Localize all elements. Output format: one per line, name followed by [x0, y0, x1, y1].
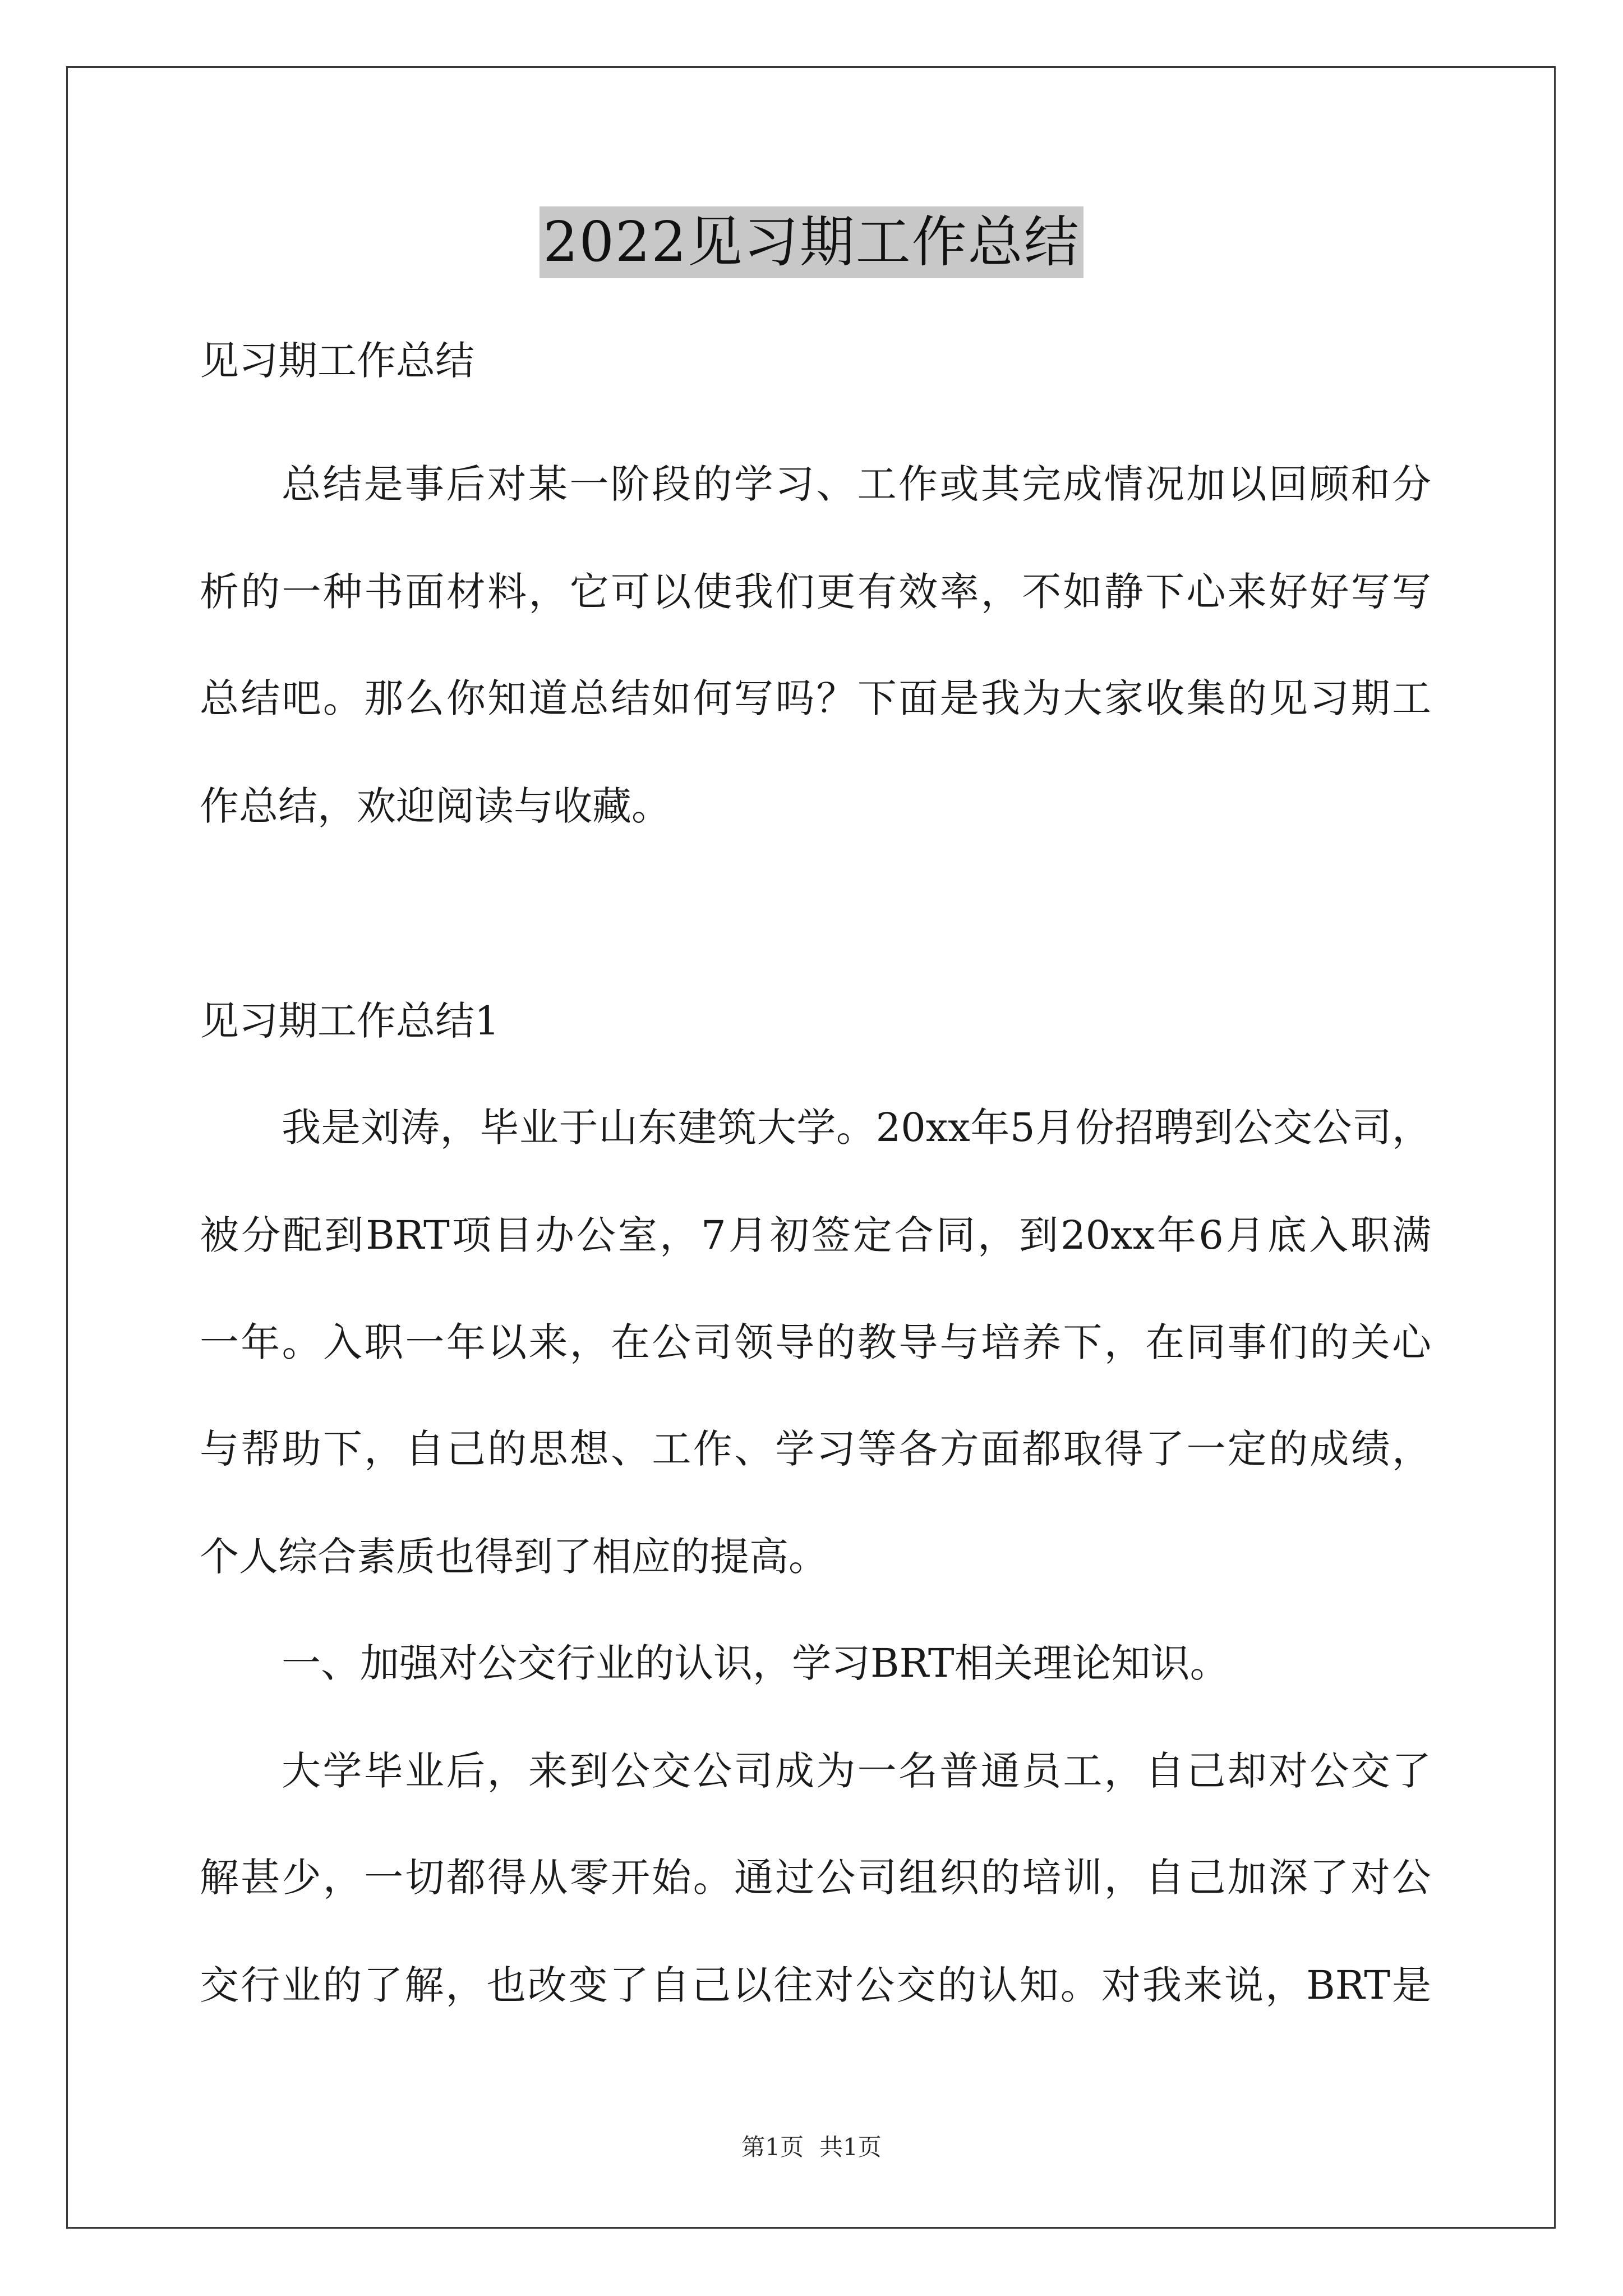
section-heading: 见习期工作总结 [200, 338, 474, 384]
section-heading: 见习期工作总结1 [200, 998, 500, 1044]
numbered-heading: 一、加强对公交行业的认识，学习BRT相关理论知识。 [282, 1640, 1229, 1686]
title-block [0, 206, 1623, 278]
paragraph-line: 总结是事后对某一阶段的学习、工作或其完成情况加以回顾和分 [282, 461, 1431, 507]
paragraph-line: 被分配到BRT项目办公室，7月初签定合同，到20xx年6月底入职满 [200, 1212, 1431, 1258]
paragraph-line: 个人综合素质也得到了相应的提高。 [200, 1534, 828, 1580]
document-title: 2022见习期工作总结 [540, 206, 1083, 278]
paragraph-line: 作总结，欢迎阅读与收藏。 [200, 783, 671, 829]
paragraph-line: 析的一种书面材料，它可以使我们更有效率，不如静下心来好好写写 [200, 569, 1431, 615]
paragraph-line: 我是刘涛，毕业于山东建筑大学。20xx年5月份招聘到公交公司， [282, 1105, 1431, 1151]
page-footer [0, 2132, 1623, 2163]
paragraph-line: 一年。入职一年以来，在公司领导的教导与培养下，在同事们的关心 [200, 1319, 1431, 1365]
paragraph-line: 大学毕业后，来到公交公司成为一名普通员工，自己却对公交了 [282, 1748, 1431, 1794]
paragraph-line: 解甚少，一切都得从零开始。通过公司组织的培训，自己加深了对公 [200, 1855, 1431, 1901]
paragraph-line: 与帮助下，自己的思想、工作、学习等各方面都取得了一定的成绩， [200, 1426, 1431, 1472]
page-number-current: 第1页 [741, 2133, 804, 2161]
paragraph-line: 总结吧。那么你知道总结如何写吗？下面是我为大家收集的见习期工 [200, 675, 1431, 721]
paragraph-line: 交行业的了解，也改变了自己以往对公交的认知。对我来说，BRT是 [200, 1962, 1431, 2008]
page-number-total: 共1页 [819, 2133, 882, 2161]
